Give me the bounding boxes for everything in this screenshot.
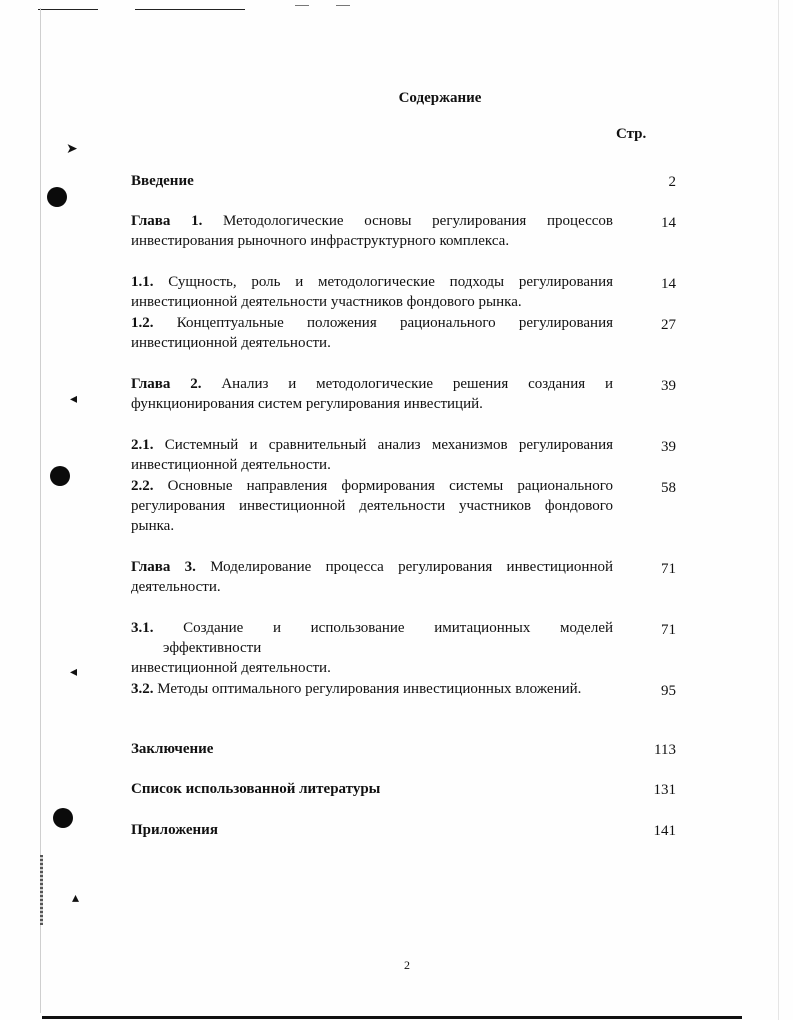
toc-entry-text: Анализ и методологические решения создания и функционирования систем регулирования инвестиций. (131, 376, 614, 412)
toc-entry-number: 3.1. (131, 620, 154, 636)
toc-entry-text: Основные направления формирования системы рационального регулирования инвестиционной деятельности участников фондового рынка. (131, 478, 613, 534)
page-column-label: Стр. (616, 126, 647, 142)
toc-page-number: 39 (661, 378, 676, 394)
toc-entry-text-line2: эффективности (163, 640, 262, 656)
toc-page-number: 14 (661, 276, 676, 292)
toc-entry-text: Системный и сравнительный анализ механизмов регулирования инвестиционной деятельности. (131, 437, 613, 473)
scan-mark-top-2 (135, 9, 245, 10)
toc-entry-section-2-1 (131, 435, 613, 475)
toc-entry-appendices (131, 820, 613, 840)
scan-arrow-mark-1: ➤ (66, 141, 78, 157)
toc-page-number: 141 (653, 823, 676, 839)
scan-mark-top-1 (38, 9, 98, 10)
toc-entry-bibliography (131, 779, 613, 799)
toc-entry-section-3-1 (131, 618, 613, 678)
toc-entry-section-2-2 (131, 476, 613, 536)
toc-page-number: 113 (654, 742, 676, 758)
toc-page-number: 2 (668, 174, 676, 190)
toc-entry-section-3-2 (131, 679, 613, 699)
toc-entry-text-line3: инвестиционной деятельности. (131, 660, 331, 676)
toc-entry-text-line1: Создание и использование имитационных моделей (183, 620, 614, 636)
toc-entry-chapter-1 (131, 211, 613, 251)
toc-entry-chapter-2 (131, 374, 613, 414)
toc-entry-text: Методы оптимального регулирования инвестиционных вложений. (157, 681, 582, 697)
toc-entry-text: Моделирование процесса регулирования инвестиционной деятельности. (131, 559, 614, 595)
toc-entry-number: 1.1. (131, 274, 154, 290)
toc-entry-number: 3.2. (131, 681, 154, 697)
toc-entry-conclusion (131, 739, 613, 759)
toc-page-number: 71 (661, 561, 676, 577)
toc-entry-number: 2.2. (131, 478, 154, 494)
page-title: Содержание (398, 90, 482, 106)
toc-entry-introduction (131, 171, 613, 191)
scan-edge-left-dark (40, 855, 43, 925)
toc-page-number: 27 (661, 317, 676, 333)
toc-entry-section-1-1 (131, 272, 613, 312)
toc-entry-number: Глава 1. (131, 213, 203, 229)
scan-mark-top-4 (336, 5, 350, 6)
footer-page-number: 2 (404, 958, 410, 972)
toc-page-number: 95 (661, 683, 676, 699)
toc-entry-number: Глава 2. (131, 376, 202, 392)
punch-hole-3 (53, 808, 73, 828)
scan-arrow-mark-3: ◂ (70, 664, 78, 680)
toc-entry-section-1-2 (131, 313, 613, 353)
punch-hole-1 (47, 187, 67, 207)
toc-entry-text: Введение (131, 173, 194, 189)
punch-hole-2 (50, 466, 70, 486)
toc-entry-text: Сущность, роль и методологические подходы регулирования инвестиционной деятельности участников фондового рынка. (131, 274, 614, 310)
toc-entry-number: 2.1. (131, 437, 154, 453)
toc-page-number: 39 (661, 439, 676, 455)
scan-mark-top-3 (295, 5, 309, 6)
scan-arrow-mark-4: ▴ (72, 890, 80, 906)
toc-entry-text: Список использованной литературы (131, 781, 381, 797)
scan-edge-right (778, 0, 779, 1020)
toc-entry-text: Приложения (131, 822, 218, 838)
toc-entry-chapter-3 (131, 557, 613, 597)
toc-entry-text: Заключение (131, 741, 214, 757)
toc-page-number: 58 (661, 480, 676, 496)
scan-bottom-edge (42, 1016, 742, 1019)
toc-page-number: 131 (653, 782, 676, 798)
toc-entry-number: Глава 3. (131, 559, 196, 575)
scan-arrow-mark-2: ◂ (70, 391, 78, 407)
toc-page-number: 71 (661, 622, 676, 638)
toc-entry-text: Методологические основы регулирования процессов инвестирования рыночного инфраструктурного комплекса. (131, 213, 614, 249)
toc-entry-text: Концептуальные положения рационального регулирования инвестиционной деятельности. (131, 315, 614, 351)
toc-entry-number: 1.2. (131, 315, 154, 331)
toc-page-number: 14 (661, 215, 676, 231)
